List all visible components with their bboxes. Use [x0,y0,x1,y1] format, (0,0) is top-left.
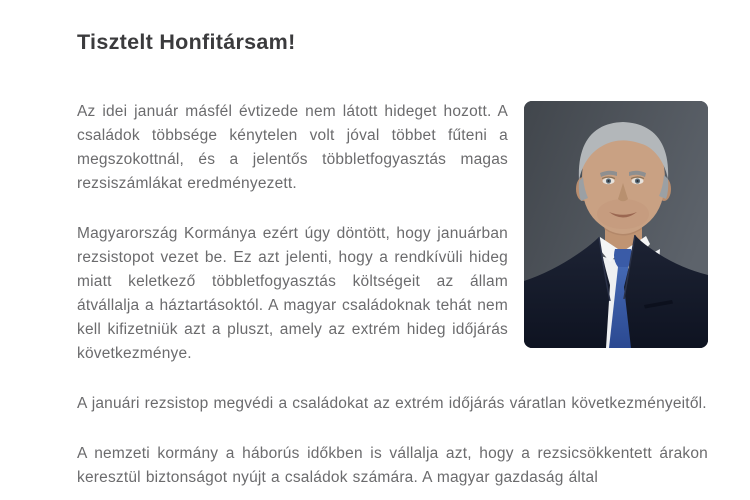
paragraph-2: Magyarország Kormánya ezért úgy döntött, hogy januárban rezsistopot vezet be. Ez azt jelenti, hogy a rendkívüli hideg miatt keletkező többletfogyasztás költségeit az állam átvállalja a háztartásoktól. A magyar családoknak tehát nem kell kifizetniük azt a pluszt, amely az extrém hideg időjárás következménye. [77,225,508,362]
portrait-photo [524,101,708,348]
letter-title: Tisztelt Honfitársam! [77,30,296,54]
portrait-illustration [524,101,708,348]
paragraph-3: A januári rezsistop megvédi a családokat az extrém időjárás váratlan következményeitől. [77,395,707,412]
paragraph-1: Az idei január másfél évtizede nem látott hideget hozott. A családok többsége kénytelen volt jóval többet fűteni a megszokottnál, és a jelentős többletfogyasztás magas rezsiszámlákat eredményezett. [77,103,508,192]
paragraph-4: A nemzeti kormány a háborús időkben is vállalja azt, hogy a rezsicsökkentett árakon keresztül biztonságot nyújt a családok számára. A magyar gazdaság által [77,445,708,486]
